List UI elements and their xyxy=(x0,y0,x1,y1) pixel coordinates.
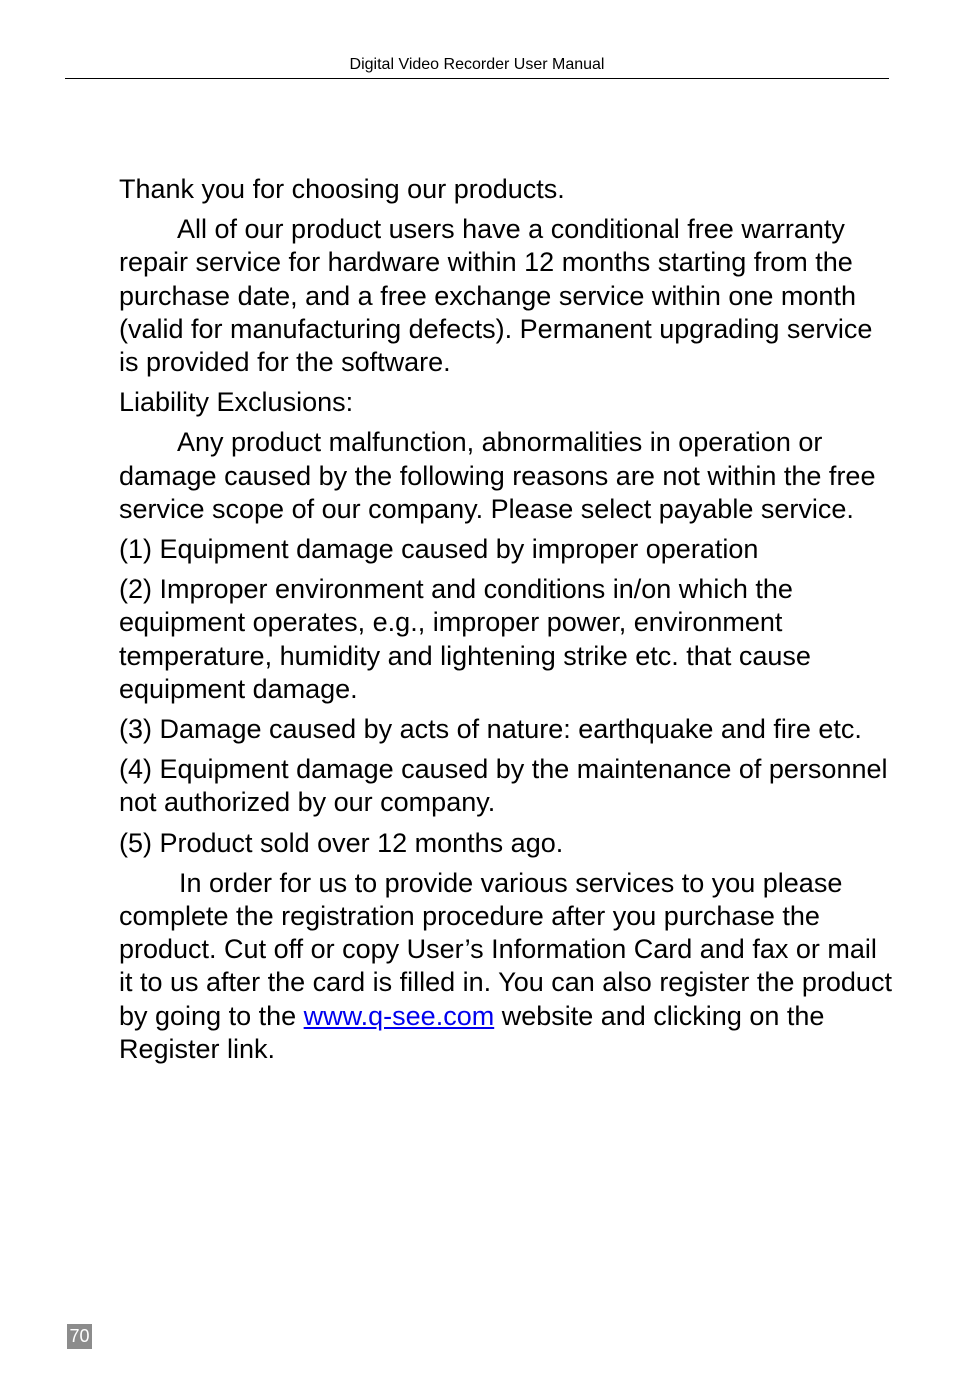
warranty-paragraph: All of our product users have a conditional free warranty repair service for hardware within 12 months starting from the purchase date, and a free exchange service within one month (valid for manufacturing defects). Permanent upgrading service is provided for the software. xyxy=(119,214,873,378)
page-body xyxy=(119,173,894,1073)
exclusion-item-4: (4) Equipment damage caused by the maintenance of personnel not authorized by our company. xyxy=(119,754,888,818)
exclusion-item-2: (2) Improper environment and conditions in/on which the equipment operates, e.g., improper power, environment temperature, humidity and lightening strike etc. that cause equipment damage. xyxy=(119,574,811,704)
exclusion-item-3: (3) Damage caused by acts of nature: earthquake and fire etc. xyxy=(119,714,862,745)
intro-paragraph: Thank you for choosing our products. xyxy=(119,174,565,204)
registration-text-after-link: website and clicking on the Register link. xyxy=(119,1000,825,1064)
registration-text-before-link: In order for us to provide various services to you please complete the registration procedure after you purchase the product. Cut off or copy User’s Information Card and fax or mail it to us after the card is filled in. You can also register the product by going to the xyxy=(119,867,892,1031)
q-see-website-link[interactable]: www.q-see.com xyxy=(303,1000,495,1031)
page-number: 70 xyxy=(67,1324,92,1349)
running-header: Digital Video Recorder User Manual xyxy=(349,56,605,73)
exclusion-item-1: (1) Equipment damage caused by improper operation xyxy=(119,534,759,565)
exclusion-item-5: (5) Product sold over 12 months ago. xyxy=(119,827,564,858)
registration-paragraph xyxy=(119,867,894,1066)
exclusions-heading: Liability Exclusions: xyxy=(119,387,354,418)
exclusions-intro-paragraph: Any product malfunction, abnormalities in operation or damage caused by the following reasons are not within the free service scope of our company. Please select payable service. xyxy=(119,427,876,524)
header-rule xyxy=(65,78,889,79)
